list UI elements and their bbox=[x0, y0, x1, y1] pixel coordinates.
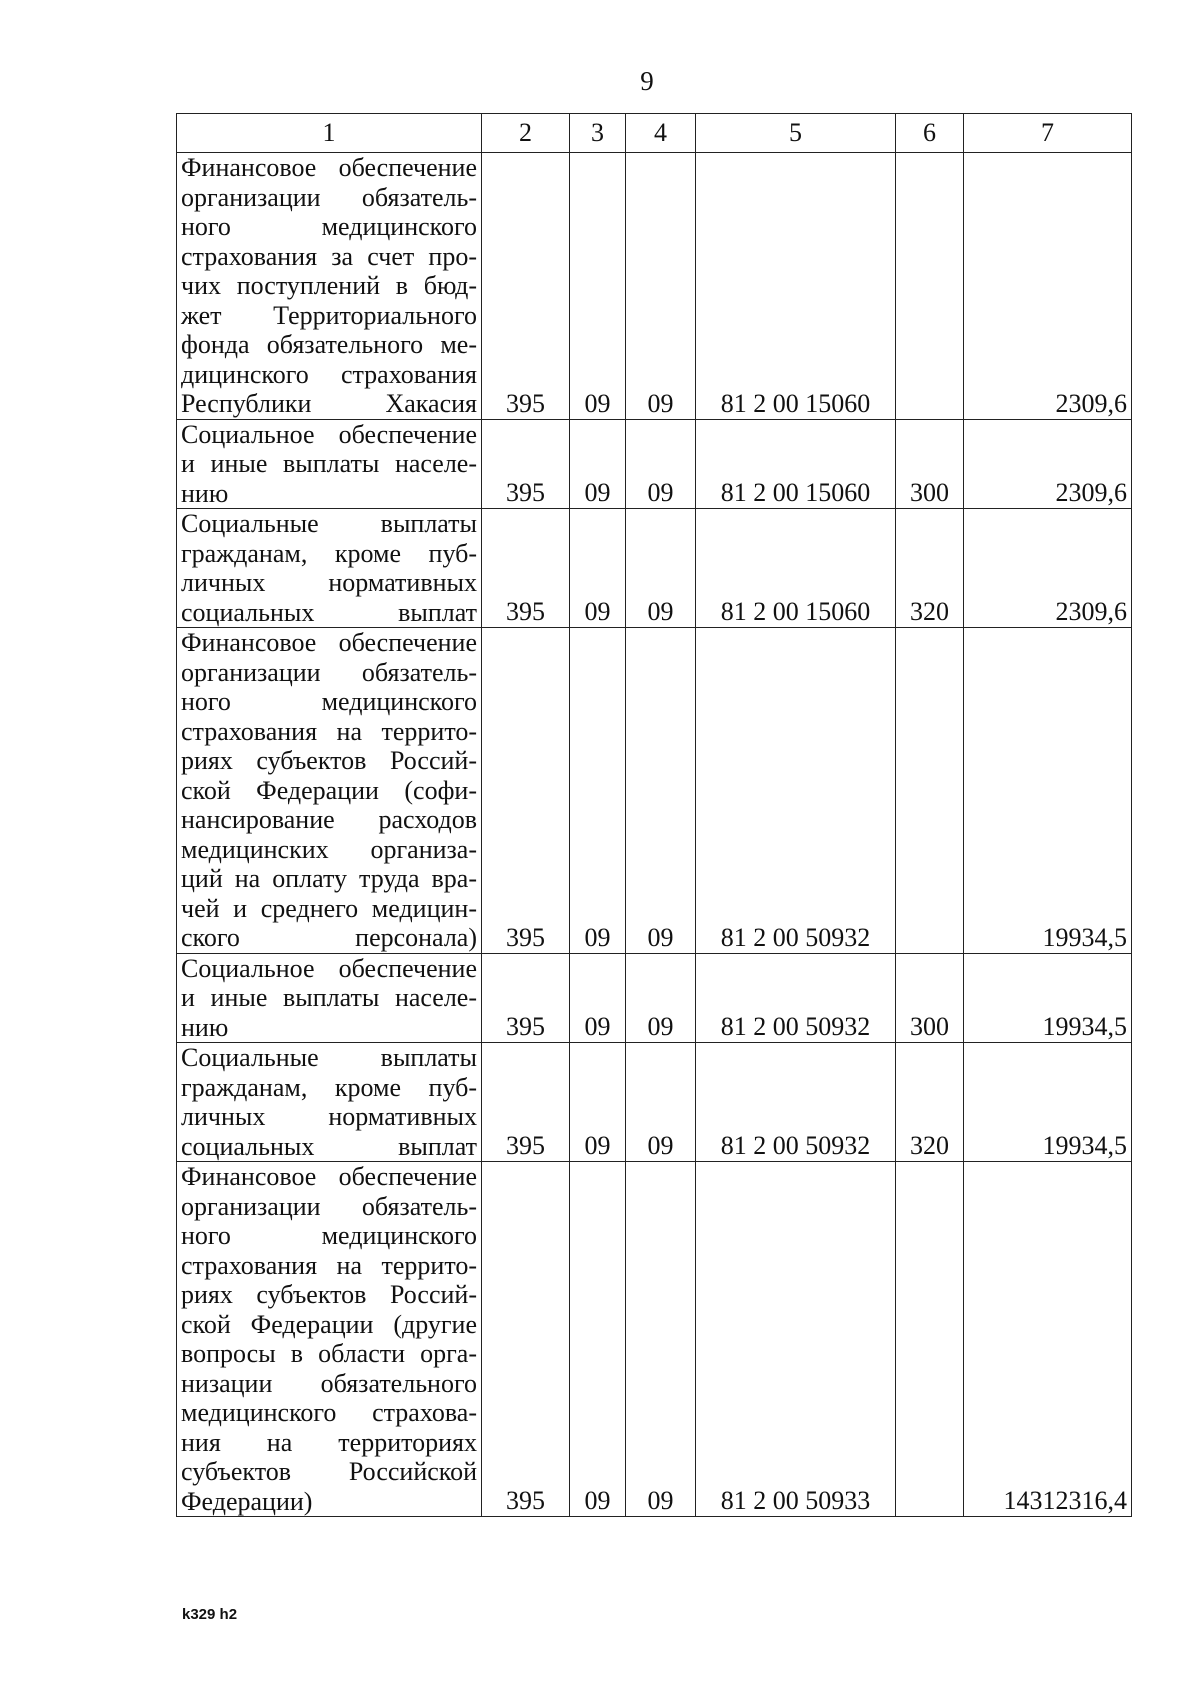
row-col-5: 81 2 00 50932 bbox=[696, 1043, 896, 1162]
row-description: Социальное обеспечение и иные выплаты населе- нию bbox=[177, 953, 482, 1043]
row-description: Социальные выплаты гражданам, кроме пуб- личных нормативных социальных выплат bbox=[177, 509, 482, 628]
row-col-4: 09 bbox=[626, 153, 696, 420]
row-col-2: 395 bbox=[482, 1043, 570, 1162]
header-col-7: 7 bbox=[964, 114, 1132, 153]
header-col-2: 2 bbox=[482, 114, 570, 153]
row-description: Финансовое обеспечение организации обязатель- ного медицинского страхования на террито- риях субъектов Россий- ской Федерации (софи- нансирование расходов медицинских организа- ций на оплату труда вра- чей и среднего медицин- ского персонала) bbox=[177, 628, 482, 954]
header-col-6: 6 bbox=[896, 114, 964, 153]
row-col-7: 14312316,4 bbox=[964, 1162, 1132, 1517]
header-col-1: 1 bbox=[177, 114, 482, 153]
row-col-3: 09 bbox=[570, 1162, 626, 1517]
row-col-6: 300 bbox=[896, 953, 964, 1043]
row-col-2: 395 bbox=[482, 153, 570, 420]
row-col-3: 09 bbox=[570, 509, 626, 628]
row-col-7: 2309,6 bbox=[964, 153, 1132, 420]
row-col-2: 395 bbox=[482, 419, 570, 509]
header-col-4: 4 bbox=[626, 114, 696, 153]
row-col-5: 81 2 00 15060 bbox=[696, 509, 896, 628]
row-col-3: 09 bbox=[570, 153, 626, 420]
row-col-4: 09 bbox=[626, 509, 696, 628]
table-row bbox=[177, 1162, 1132, 1517]
row-col-7: 2309,6 bbox=[964, 419, 1132, 509]
row-col-2: 395 bbox=[482, 509, 570, 628]
row-description: Финансовое обеспечение организации обязатель- ного медицинского страхования за счет про- чих поступлений в бюд- жет Территориального фонда обязательного ме- дицинского страхования Республики Хакасия bbox=[177, 153, 482, 420]
row-col-4: 09 bbox=[626, 628, 696, 954]
row-col-2: 395 bbox=[482, 953, 570, 1043]
table-row bbox=[177, 509, 1132, 628]
row-col-5: 81 2 00 15060 bbox=[696, 153, 896, 420]
header-col-3: 3 bbox=[570, 114, 626, 153]
table-row bbox=[177, 953, 1132, 1043]
row-col-4: 09 bbox=[626, 1043, 696, 1162]
table-row bbox=[177, 419, 1132, 509]
page-number: 9 bbox=[640, 66, 654, 96]
row-col-5: 81 2 00 50933 bbox=[696, 1162, 896, 1517]
row-col-3: 09 bbox=[570, 628, 626, 954]
row-col-5: 81 2 00 15060 bbox=[696, 419, 896, 509]
row-col-7: 2309,6 bbox=[964, 509, 1132, 628]
row-col-4: 09 bbox=[626, 419, 696, 509]
row-col-2: 395 bbox=[482, 1162, 570, 1517]
table-header-row bbox=[177, 114, 1132, 153]
row-col-6 bbox=[896, 153, 964, 420]
footer-document-code: k329 h2 bbox=[182, 1606, 238, 1623]
row-col-6 bbox=[896, 1162, 964, 1517]
row-col-7: 19934,5 bbox=[964, 953, 1132, 1043]
budget-table bbox=[176, 113, 1132, 1517]
row-description: Финансовое обеспечение организации обязатель- ного медицинского страхования на террито- риях субъектов Россий- ской Федерации (другие вопросы в области орга- низации обязательного медицинского страхова- ния на территориях субъектов Российской Федерации) bbox=[177, 1162, 482, 1517]
table-row bbox=[177, 628, 1132, 954]
row-col-6 bbox=[896, 628, 964, 954]
row-col-3: 09 bbox=[570, 953, 626, 1043]
row-description: Социальные выплаты гражданам, кроме пуб- личных нормативных социальных выплат bbox=[177, 1043, 482, 1162]
row-col-6: 300 bbox=[896, 419, 964, 509]
row-col-7: 19934,5 bbox=[964, 628, 1132, 954]
row-col-3: 09 bbox=[570, 1043, 626, 1162]
row-col-3: 09 bbox=[570, 419, 626, 509]
row-description: Социальное обеспечение и иные выплаты населе- нию bbox=[177, 419, 482, 509]
row-col-5: 81 2 00 50932 bbox=[696, 953, 896, 1043]
row-col-4: 09 bbox=[626, 953, 696, 1043]
table-row bbox=[177, 153, 1132, 420]
row-col-5: 81 2 00 50932 bbox=[696, 628, 896, 954]
row-col-2: 395 bbox=[482, 628, 570, 954]
row-col-6: 320 bbox=[896, 509, 964, 628]
row-col-6: 320 bbox=[896, 1043, 964, 1162]
header-col-5: 5 bbox=[696, 114, 896, 153]
row-col-4: 09 bbox=[626, 1162, 696, 1517]
row-col-7: 19934,5 bbox=[964, 1043, 1132, 1162]
table-row bbox=[177, 1043, 1132, 1162]
